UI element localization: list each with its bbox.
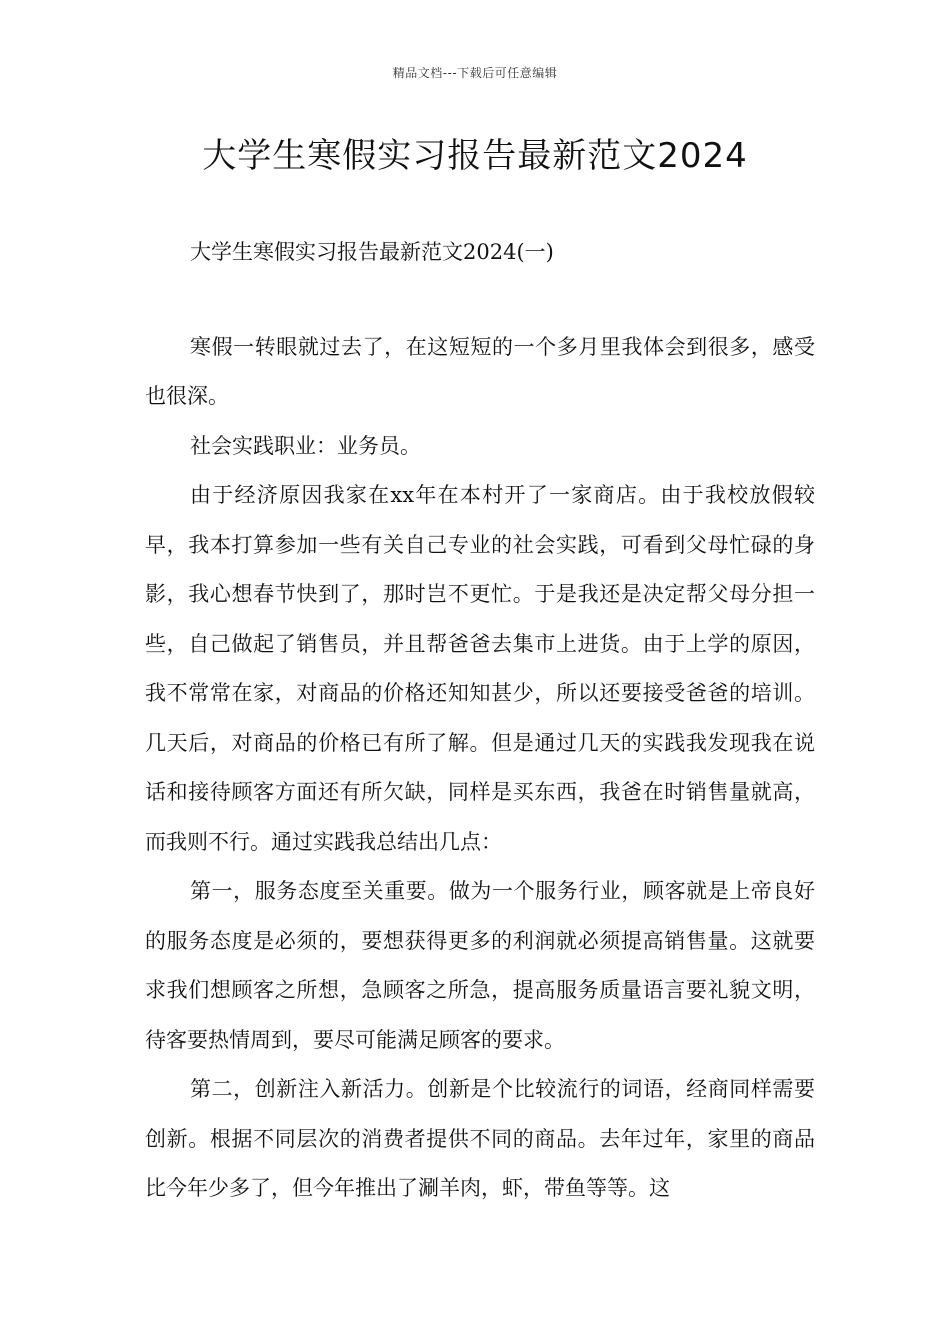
header-note: 精品文档---下载后可任意编辑 xyxy=(392,66,558,80)
paragraph-intro: 寒假一转眼就过去了，在这短短的一个多月里我体会到很多，感受也很深。 xyxy=(145,334,815,408)
document-body xyxy=(145,228,815,1214)
paragraph-point-one: 第一，服务态度至关重要。做为一个服务行业，顾客就是上帝良好的服务态度是必须的，要想获得更多的利润就必须提高销售量。这就要求我们想顾客之所想，急顾客之所急，提高服务质量语言要礼貌文明，待客要热情周到，要尽可能满足顾客的要求。 xyxy=(145,879,815,1052)
paragraph-occupation: 社会实践职业：业务员。 xyxy=(190,433,421,458)
section-subtitle: 大学生寒假实习报告最新范文2024(一) xyxy=(190,240,554,264)
paragraph-background: 由于经济原因我家在xx年在本村开了一家商店。由于我校放假较早，我本打算参加一些有关自己专业的社会实践，可看到父母忙碌的身影，我心想春节快到了，那时岂不更忙。于是我还是决定帮父母分担一些，自己做起了销售员，并且帮爸爸去集市上进货。由于上学的原因，我不常常在家，对商品的价格还知知甚少，所以还要接受爸爸的培训。几天后，对商品的价格已有所了解。但是通过几天的实践我发现我在说话和接待顾客方面还有所欠缺，同样是买东西，我爸在时销售量就高，而我则不行。通过实践我总结出几点： xyxy=(145,483,815,854)
document-title: 大学生寒假实习报告最新范文2024 xyxy=(202,136,748,176)
paragraph-point-two: 第二，创新注入新活力。创新是个比较流行的词语，经商同样需要创新。根据不同层次的消费者提供不同的商品。去年过年，家里的商品比今年少多了，但今年推出了涮羊肉，虾，带鱼等等。这 xyxy=(145,1077,815,1200)
